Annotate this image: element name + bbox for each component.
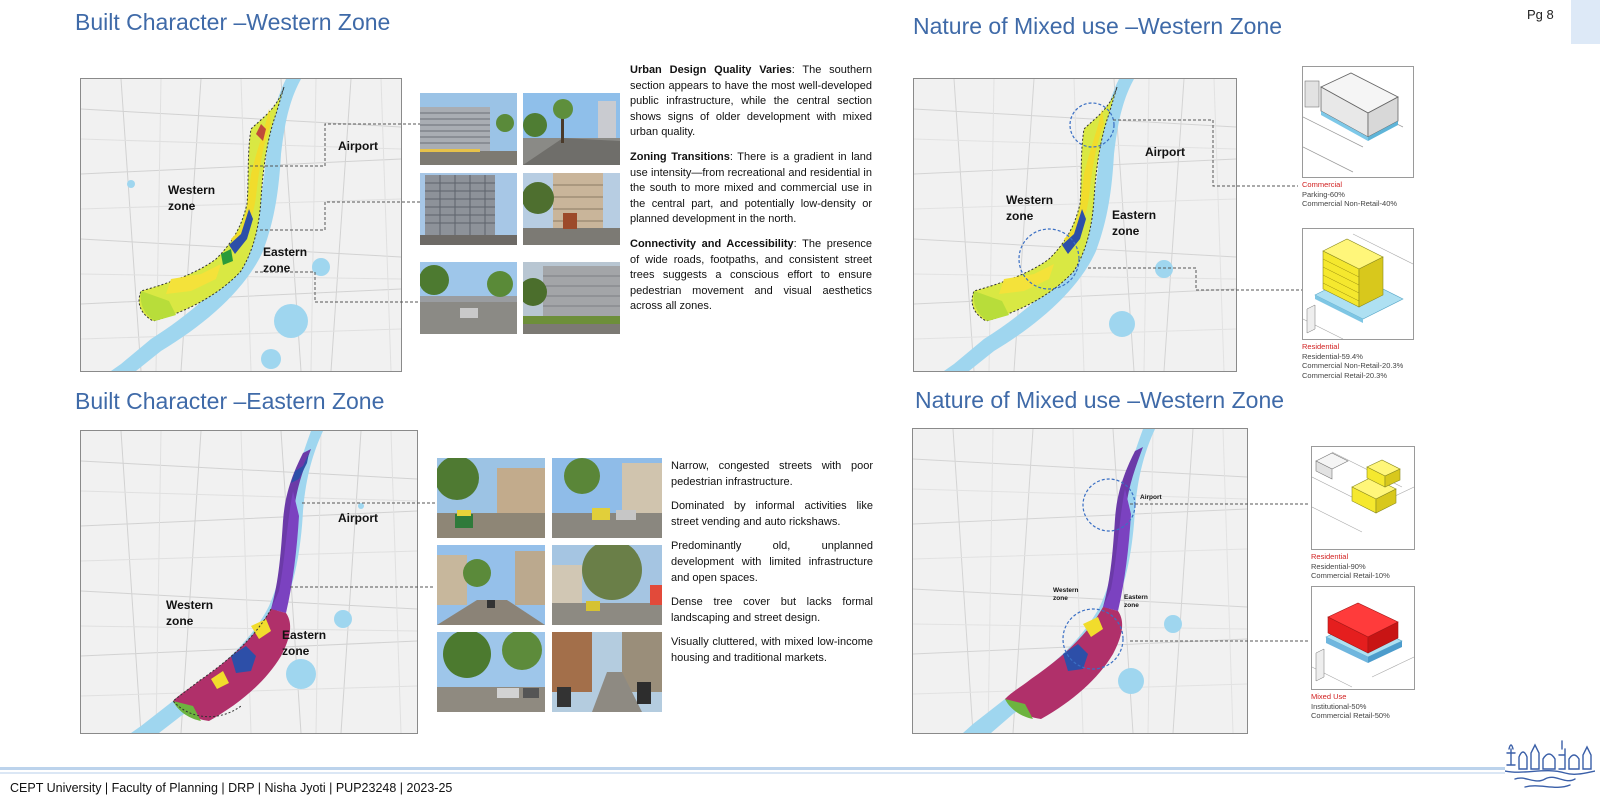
map-label-eastern-zone: Eastern zone (263, 245, 308, 275)
page-tab (1571, 0, 1600, 44)
map-label-western-zone: Western zone (1006, 193, 1054, 223)
leader-lines-built-western (240, 118, 420, 308)
photo-western-street-5 (420, 262, 517, 334)
point-1: Narrow, congested streets with poor pedestrian infrastructure. (671, 460, 873, 488)
city-skyline-logo (1505, 735, 1595, 797)
paragraph-urban-design: Urban Design Quality Varies: The southern section appears to have the most well-developed public infrastructure, while the central section shows signs of older development with mixed urban quality. (630, 64, 872, 139)
photo-western-street-1 (420, 93, 517, 165)
iso-box-residential (1302, 228, 1414, 340)
caption-commercial: Commercial Parking-60% Commercial Non-Retail-40% (1302, 180, 1398, 208)
caption-residential-bottom: Residential Residential-90% Commercial Retail-10% (1311, 552, 1390, 580)
caption-mixed-use: Mixed Use Institutional-50% Commercial Retail-50% (1311, 692, 1390, 720)
map-label-eastern-zone: Eastern zone (1124, 594, 1148, 609)
photo-eastern-street-6 (552, 632, 662, 712)
photo-western-street-6 (523, 262, 620, 334)
text-built-eastern (671, 459, 873, 676)
photo-western-street-2 (523, 93, 620, 165)
map-label-eastern-zone: Eastern zone (1112, 208, 1157, 238)
photo-eastern-street-2 (552, 458, 662, 538)
caption-residential: Residential Residential-59.4% Commercial Non-Retail-20.3% Commercial Retail-20.3% (1302, 342, 1404, 380)
iso-box-mixed-use (1311, 586, 1415, 690)
map-label-airport: Airport (338, 511, 378, 525)
map-label-western-zone: Western zone (1053, 587, 1079, 602)
photo-eastern-street-3 (437, 545, 545, 625)
photo-eastern-street-1 (437, 458, 545, 538)
map-label-airport: Airport (338, 139, 378, 153)
point-5: Visually cluttered, with mixed low-income housing and traditional markets. (671, 636, 873, 664)
map-label-airport: Airport (1140, 494, 1162, 501)
paragraph-zoning: Zoning Transitions: There is a gradient in land use intensity—from recreational and residential in the south to more mixed and commercial use in the central part, and potentially low-density or planned development in the north. (630, 150, 872, 226)
map-label-western-zone: Western zone (168, 183, 216, 213)
photo-western-street-3 (420, 173, 517, 245)
page-number: Pg 8 (1527, 7, 1554, 22)
paragraph-connectivity: Connectivity and Accessibility: The presence of wide roads, footpaths, and consistent street trees suggests a conscious effort to ensure pedestrian movement and visual aesthetics across all zones. (630, 237, 872, 313)
title-mixed-western-bottom: Nature of Mixed use –Western Zone (915, 387, 1285, 413)
title-built-eastern: Built Character –Eastern Zone (75, 388, 385, 414)
text-built-western (630, 63, 872, 324)
iso-box-residential-bottom (1311, 446, 1415, 550)
map-label-western-zone: Western zone (166, 598, 214, 628)
photo-eastern-street-4 (552, 545, 662, 625)
leader-lines-mixed-bottom (1130, 495, 1310, 645)
point-2: Dominated by informal activities like street vending and auto rickshaws. (671, 500, 873, 528)
title-mixed-western-top: Nature of Mixed use –Western Zone (913, 13, 1283, 39)
map-label-airport: Airport (1145, 145, 1185, 159)
map-label-eastern-zone: Eastern zone (282, 628, 327, 658)
leader-lines-built-eastern (290, 495, 440, 645)
title-built-western: Built Character –Western Zone (75, 9, 391, 35)
point-4: Dense tree cover but lacks formal landscaping and street design. (671, 596, 873, 624)
footer-rule-secondary (0, 772, 1505, 774)
leader-lines-mixed-top (1088, 100, 1303, 300)
point-3: Predominantly old, unplanned development with limited infrastructure and open spaces. (671, 540, 873, 584)
photo-eastern-street-5 (437, 632, 545, 712)
footer-text: CEPT University | Faculty of Planning | DRP | Nisha Jyoti | PUP23248 | 2023-25 (10, 781, 453, 795)
iso-box-commercial (1302, 66, 1414, 178)
photo-western-street-4 (523, 173, 620, 245)
footer-rule (0, 767, 1505, 770)
